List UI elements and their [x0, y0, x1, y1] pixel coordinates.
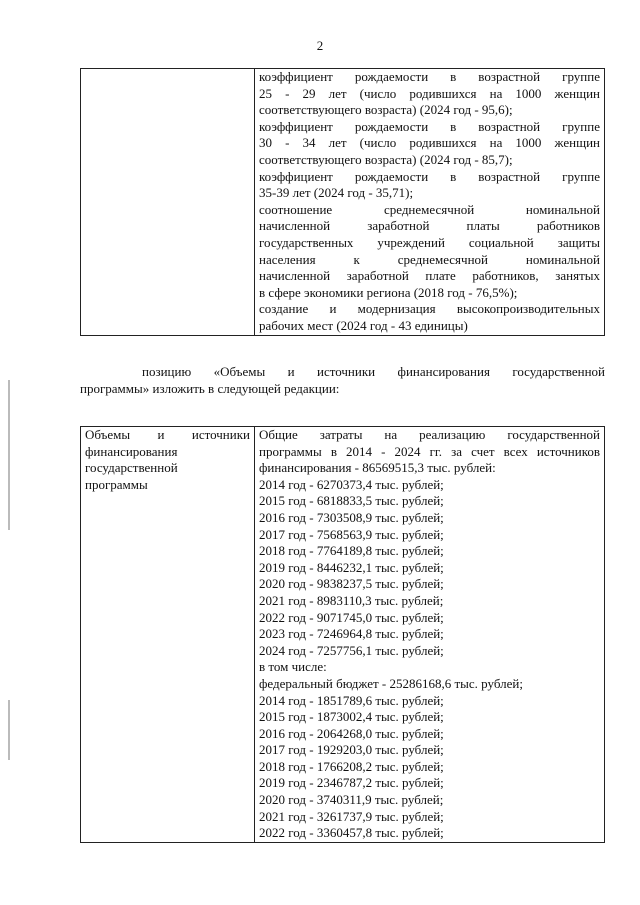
funding-value-line: в том числе: — [259, 659, 327, 675]
funding-value-line: 2014 год - 1851789,6 тыс. рублей; — [259, 692, 444, 708]
funding-label-line: Объемы и источники — [85, 427, 250, 442]
funding-label-line: финансирования — [85, 443, 178, 459]
funding-value-line: финансирования - 86569515,3 тыс. рублей: — [259, 460, 496, 476]
funding-value-line: 2016 год - 2064268,0 тыс. рублей; — [259, 725, 444, 741]
indicator-line: населения к среднемесячной номинальной — [259, 251, 600, 267]
funding-value-line: Общие затраты на реализацию государственной — [259, 427, 600, 442]
indicator-line: соотношение среднемесячной номинальной — [259, 201, 600, 217]
indicator-line: коэффициент рождаемости в возрастной группе — [259, 69, 600, 84]
intro-line: позицию «Объемы и источники финансирования государственной — [142, 364, 605, 379]
funding-value-line: 2017 год - 1929203,0 тыс. рублей; — [259, 742, 444, 758]
funding-value-line: 2015 год - 6818833,5 тыс. рублей; — [259, 493, 444, 509]
funding-value-line: 2020 год - 9838237,5 тыс. рублей; — [259, 576, 444, 592]
indicator-line: рабочих мест (2024 год - 43 единицы) — [259, 317, 468, 333]
scan-margin-mark — [8, 380, 10, 530]
funding-value-line: 2016 год - 7303508,9 тыс. рублей; — [259, 509, 444, 525]
intro-paragraph — [80, 363, 605, 397]
funding-value-line: федеральный бюджет - 25286168,6 тыс. рублей; — [259, 675, 523, 691]
funding-value-line: 2015 год - 1873002,4 тыс. рублей; — [259, 709, 444, 725]
indicator-line: начисленной заработной плате работников, занятых — [259, 268, 600, 284]
indicator-line: создание и модернизация высокопроизводительных — [259, 301, 600, 317]
funding-label-line: государственной — [85, 460, 178, 476]
funding-value-line: 2021 год - 8983110,3 тыс. рублей; — [259, 592, 444, 608]
indicator-line: соответствующего возраста) (2024 год - 95,6); — [259, 102, 513, 118]
indicator-line: 25 - 29 лет (число родившихся на 1000 женщин — [259, 85, 600, 101]
funding-label-line: программы — [85, 476, 148, 492]
table-row — [81, 427, 605, 843]
funding-value-line: 2024 год - 7257756,1 тыс. рублей; — [259, 642, 444, 658]
scan-margin-mark — [8, 700, 10, 760]
funding-label-cell — [81, 427, 255, 843]
page-number: 2 — [316, 38, 324, 53]
indicator-line: коэффициент рождаемости в возрастной группе — [259, 168, 600, 184]
intro-line: программы» изложить в следующей редакции: — [80, 381, 340, 396]
funding-value-line: 2018 год - 7764189,8 тыс. рублей; — [259, 543, 444, 559]
table-cell-empty — [81, 69, 255, 336]
funding-value-line: 2014 год - 6270373,4 тыс. рублей; — [259, 476, 444, 492]
table-row — [81, 69, 605, 336]
funding-value-line: 2017 год - 7568563,9 тыс. рублей; — [259, 526, 444, 542]
funding-value-line: 2023 год - 7246964,8 тыс. рублей; — [259, 626, 444, 642]
funding-value-line: 2018 год - 1766208,2 тыс. рублей; — [259, 758, 444, 774]
indicator-line: 35-39 лет (2024 год - 35,71); — [259, 185, 414, 201]
funding-value-line: 2020 год - 3740311,9 тыс. рублей; — [259, 792, 444, 808]
funding-value-line: 2019 год - 2346787,2 тыс. рублей; — [259, 775, 444, 791]
funding-value-line: 2022 год - 3360457,8 тыс. рублей; — [259, 825, 444, 841]
indicator-line: соответствующего возраста) (2024 год - 85,7); — [259, 151, 513, 167]
indicator-line: 30 - 34 лет (число родившихся на 1000 женщин — [259, 135, 600, 151]
indicator-line: коэффициент рождаемости в возрастной группе — [259, 118, 600, 134]
indicator-line: начисленной заработной платы работников — [259, 218, 600, 234]
indicator-line: в сфере экономики региона (2018 год - 76,5%); — [259, 284, 518, 300]
funding-table — [80, 426, 605, 843]
funding-value-line: 2022 год - 9071745,0 тыс. рублей; — [259, 609, 444, 625]
indicator-line: государственных учреждений социальной защиты — [259, 234, 600, 250]
funding-value-line: 2019 год - 8446232,1 тыс. рублей; — [259, 559, 444, 575]
indicators-cell — [255, 69, 605, 336]
funding-values-cell — [255, 427, 605, 843]
indicators-table — [80, 68, 605, 336]
funding-value-line: 2021 год - 3261737,9 тыс. рублей; — [259, 808, 444, 824]
funding-value-line: программы в 2014 - 2024 гг. за счет всех источников — [259, 443, 600, 459]
